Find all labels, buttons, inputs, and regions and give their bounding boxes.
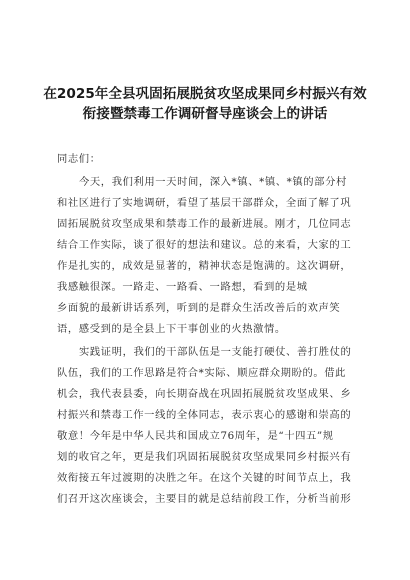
paragraph-line: 结合工作实际，谈了很好的想法和建议。总的来看，大家的工 <box>57 239 352 251</box>
paragraph-line: 作是扎实的，成效是显著的，精神状态是饱满的。这次调研， <box>57 260 352 272</box>
salutation: 同志们： <box>57 153 101 165</box>
paragraph-line: 们召开这次座谈会，主要目的就是总结前段工作，分析当前形 <box>57 493 352 505</box>
paragraph-line: 今天，我们利用一天时间，深入*镇、*镇、*镇的部分村 <box>79 176 347 188</box>
paragraph-line: 我感触很深。一路走、一路看、一路想，看到的是城 <box>57 281 308 293</box>
paragraph-line: 和社区进行了实地调研，看望了基层干部群众，全面了解了巩 <box>57 197 352 209</box>
paragraph-line: 语，感受到的是全县上下干事创业的火热激情。 <box>57 323 286 335</box>
paragraph-line: 村振兴和禁毒工作一线的全体同志，表示衷心的感谢和崇高的 <box>57 409 352 421</box>
paragraph-line: 机会，我代表县委，向长期奋战在巩固拓展脱贫攻坚成果、乡 <box>57 388 352 400</box>
document-title-line-1: 在2025年全县巩固拓展脱贫攻坚成果同乡村振兴有效 <box>43 86 367 102</box>
paragraph-line: 队伍，我们的工作思路是符合*实际、顺应群众期盼的。借此 <box>57 367 347 379</box>
paragraph-line: 划的收官之年，更是我们巩固拓展脱贫攻坚成果同乡村振兴有 <box>57 451 352 463</box>
paragraph-line: 效衔接五年过渡期的决胜之年。在这个关键的时间节点上，我 <box>57 472 352 484</box>
paragraph-line: 乡面貌的最新讲话系列，听到的是群众生活改善后的欢声笑 <box>57 302 341 314</box>
paragraph-line: 敬意！今年是中华人民共和国成立76周年，是“十四五”规 <box>57 430 334 442</box>
paragraph-line: 固拓展脱贫攻坚成果和禁毒工作的最新进展。刚才，几位同志 <box>57 218 352 230</box>
paragraph-line: 实践证明，我们的干部队伍是一支能打硬仗、善打胜仗的 <box>79 346 352 358</box>
document-title-line-2: 衔接暨禁毒工作调研督导座谈会上的讲话 <box>82 106 328 122</box>
